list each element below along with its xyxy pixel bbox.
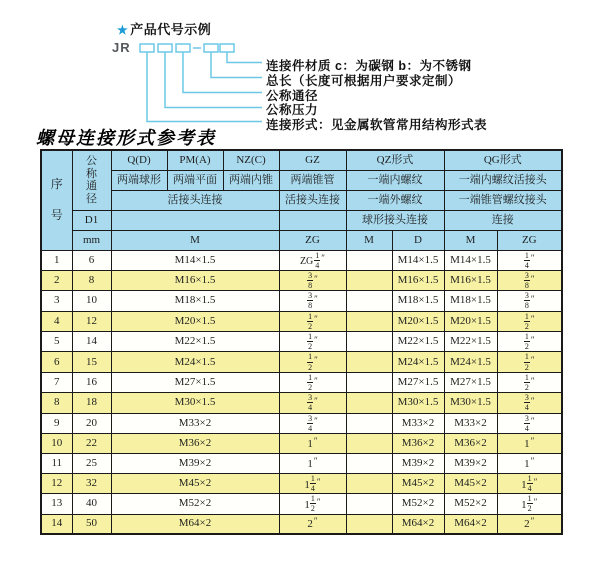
header-sub-d-qz: D — [392, 230, 444, 250]
cell-qz-d: M52×2 — [392, 494, 444, 514]
header-group-qz: QZ形式 — [346, 150, 444, 170]
label-diameter: 公称通径 — [266, 89, 319, 103]
cell-qg-m: M52×2 — [444, 494, 497, 514]
cell-qz-d: M45×2 — [392, 473, 444, 493]
header-ball-conn-qz: 球形接头连接 — [346, 210, 444, 230]
code-box-3 — [176, 44, 190, 52]
label-length: 总长（长度可根据用户要求定制） — [266, 74, 462, 88]
header-group-qd: Q(D) — [111, 150, 167, 170]
table-row — [41, 311, 562, 331]
cell-qg-m: M39×2 — [444, 453, 497, 473]
cell-qg-m: M14×1.5 — [444, 250, 497, 270]
header-conn-qg: 一端锥管螺纹接头 — [444, 190, 562, 210]
cell-no: 5 — [41, 332, 72, 352]
cell-no: 6 — [41, 352, 72, 372]
header-blank-gz — [279, 210, 346, 230]
table-body — [41, 250, 562, 534]
cell-dn: 20 — [72, 413, 111, 433]
cell-qz-m — [346, 250, 392, 270]
header-group-qg: QG形式 — [444, 150, 562, 170]
header-desc-qd: 两端球形 — [111, 170, 167, 190]
cell-qg-m: M20×1.5 — [444, 311, 497, 331]
label-connection: 连接形式：见金属软管常用结构形式表 — [266, 118, 488, 132]
cell-m: M64×2 — [111, 514, 279, 534]
cell-qz-d: M22×1.5 — [392, 332, 444, 352]
cell-qz-d: M30×1.5 — [392, 393, 444, 413]
cell-qz-d: M14×1.5 — [392, 250, 444, 270]
header-sub-zg-gz: ZG — [279, 230, 346, 250]
header-sub-m-qz: M — [346, 230, 392, 250]
cell-zg: $\frac{1}{2}$ ″ — [279, 332, 346, 352]
table-row — [41, 291, 562, 311]
cell-qg-zg: $\frac{1}{2}$ ″ — [497, 372, 562, 392]
cell-qg-zg: $\frac{1}{2}$ ″ — [497, 332, 562, 352]
cell-qg-zg: $\frac{3}{4}$ ″ — [497, 393, 562, 413]
cell-m: M39×2 — [111, 453, 279, 473]
header-no: 序号 — [41, 150, 72, 250]
header-group-pma: PM(A) — [167, 150, 223, 170]
cell-qz-d: M39×2 — [392, 453, 444, 473]
cell-qg-m: M27×1.5 — [444, 372, 497, 392]
cell-m: M45×2 — [111, 473, 279, 493]
cell-qz-d: M27×1.5 — [392, 372, 444, 392]
diagram-title — [117, 19, 211, 38]
lead-line-material — [227, 52, 262, 63]
cell-qg-zg: 1″ — [497, 433, 562, 453]
cell-m: M20×1.5 — [111, 311, 279, 331]
cell-qg-zg: $\frac{1}{2}$ ″ — [497, 352, 562, 372]
cell-zg: 1 $\frac{1}{2}$ ″ — [279, 494, 346, 514]
header-blank-left — [111, 210, 279, 230]
cell-m: M27×1.5 — [111, 372, 279, 392]
cell-qz-m — [346, 352, 392, 372]
label-pressure: 公称压力 — [266, 103, 319, 117]
cell-qz-m — [346, 311, 392, 331]
table-row — [41, 352, 562, 372]
cell-no: 8 — [41, 393, 72, 413]
cell-dn: 25 — [72, 453, 111, 473]
header-conn-gz: 活接头连接 — [279, 190, 346, 210]
cell-zg: $\frac{3}{4}$ ″ — [279, 413, 346, 433]
code-box-1 — [140, 44, 154, 52]
table-row — [41, 270, 562, 290]
star-icon: ★ — [117, 23, 129, 37]
table-head — [41, 150, 562, 250]
header-group-gz: GZ — [279, 150, 346, 170]
table-row — [41, 393, 562, 413]
cell-qz-d: M64×2 — [392, 514, 444, 534]
table-row — [41, 332, 562, 352]
cell-qg-m: M30×1.5 — [444, 393, 497, 413]
cell-m: M22×1.5 — [111, 332, 279, 352]
cell-m: M52×2 — [111, 494, 279, 514]
cell-qg-m: M24×1.5 — [444, 352, 497, 372]
cell-m: M24×1.5 — [111, 352, 279, 372]
cell-zg: $\frac{3}{8}$ ″ — [279, 291, 346, 311]
cell-m: M33×2 — [111, 413, 279, 433]
table-row — [41, 473, 562, 493]
cell-m: M30×1.5 — [111, 393, 279, 413]
header-conn-qz: 一端外螺纹 — [346, 190, 444, 210]
reference-table — [40, 149, 563, 535]
cell-m: M36×2 — [111, 433, 279, 453]
label-material: 连接件材质 c：为碳钢 b：为不锈钢 — [266, 59, 472, 73]
header-group-nzc: NZ(C) — [223, 150, 279, 170]
header-dn: 公称通径 — [72, 150, 111, 210]
cell-dn: 12 — [72, 311, 111, 331]
cell-qz-d: M16×1.5 — [392, 270, 444, 290]
cell-qg-zg: 2″ — [497, 514, 562, 534]
cell-zg: 2″ — [279, 514, 346, 534]
cell-qg-zg: $\frac{3}{8}$ ″ — [497, 270, 562, 290]
header-desc-qz: 一端内螺纹 — [346, 170, 444, 190]
cell-zg: $\frac{3}{8}$ ″ — [279, 270, 346, 290]
cell-zg: $\frac{1}{2}$ ″ — [279, 352, 346, 372]
table-row — [41, 372, 562, 392]
table-row — [41, 494, 562, 514]
cell-qz-m — [346, 270, 392, 290]
cell-no: 14 — [41, 514, 72, 534]
cell-qz-m — [346, 393, 392, 413]
cell-qg-zg: $\frac{3}{4}$ ″ — [497, 413, 562, 433]
lead-line-diameter — [183, 52, 262, 93]
header-sub-m-left: M — [111, 230, 279, 250]
code-box-4 — [204, 44, 218, 52]
header-desc-gz: 两端锥管 — [279, 170, 346, 190]
cell-dn: 10 — [72, 291, 111, 311]
code-box-5 — [220, 44, 234, 52]
cell-qg-zg: $\frac{3}{8}$ ″ — [497, 291, 562, 311]
header-desc-nzc: 两端内锥 — [223, 170, 279, 190]
cell-qg-zg: $\frac{1}{4}$ ″ — [497, 250, 562, 270]
cell-no: 2 — [41, 270, 72, 290]
cell-qz-m — [346, 372, 392, 392]
header-desc-pma: 两端平面 — [167, 170, 223, 190]
cell-qz-d: M18×1.5 — [392, 291, 444, 311]
cell-no: 13 — [41, 494, 72, 514]
header-conn-label-qg: 连接 — [444, 210, 562, 230]
cell-qg-m: M36×2 — [444, 433, 497, 453]
cell-qg-m: M45×2 — [444, 473, 497, 493]
cell-qg-zg: 1 $\frac{1}{2}$ ″ — [497, 494, 562, 514]
cell-no: 3 — [41, 291, 72, 311]
cell-m: M18×1.5 — [111, 291, 279, 311]
lead-line-length — [211, 52, 262, 78]
cell-zg: ZG $\frac{1}{4}$ ″ — [279, 250, 346, 270]
header-sub-m-qg: M — [444, 230, 497, 250]
cell-no: 10 — [41, 433, 72, 453]
cell-dn: 50 — [72, 514, 111, 534]
cell-qz-m — [346, 473, 392, 493]
cell-dn: 15 — [72, 352, 111, 372]
cell-m: M16×1.5 — [111, 270, 279, 290]
cell-qz-d: M24×1.5 — [392, 352, 444, 372]
header-unit: mm — [72, 230, 111, 250]
header-desc-qg: 一端内螺纹活接头 — [444, 170, 562, 190]
cell-zg: $\frac{3}{4}$ ″ — [279, 393, 346, 413]
table-row — [41, 514, 562, 534]
cell-no: 7 — [41, 372, 72, 392]
reference-table-wrap — [40, 149, 563, 535]
code-box-2 — [158, 44, 172, 52]
cell-dn: 22 — [72, 433, 111, 453]
cell-qz-m — [346, 291, 392, 311]
table-row — [41, 250, 562, 270]
cell-zg: 1″ — [279, 453, 346, 473]
cell-zg: 1 $\frac{1}{4}$ ″ — [279, 473, 346, 493]
cell-qg-m: M22×1.5 — [444, 332, 497, 352]
cell-qg-m: M64×2 — [444, 514, 497, 534]
diagram-title-text: 产品代号示例 — [130, 22, 212, 37]
cell-qg-m: M16×1.5 — [444, 270, 497, 290]
table-row — [41, 413, 562, 433]
cell-dn: 16 — [72, 372, 111, 392]
cell-dn: 18 — [72, 393, 111, 413]
cell-qg-zg: $\frac{1}{2}$ ″ — [497, 311, 562, 331]
cell-qz-m — [346, 494, 392, 514]
code-prefix: JR — [112, 40, 131, 55]
cell-zg: $\frac{1}{2}$ ″ — [279, 372, 346, 392]
table-row — [41, 453, 562, 473]
cell-qz-d: M33×2 — [392, 413, 444, 433]
cell-dn: 8 — [72, 270, 111, 290]
cell-qg-zg: 1″ — [497, 453, 562, 473]
lead-line-pressure — [165, 52, 262, 108]
cell-no: 1 — [41, 250, 72, 270]
cell-dn: 32 — [72, 473, 111, 493]
cell-zg: 1″ — [279, 433, 346, 453]
cell-no: 11 — [41, 453, 72, 473]
cell-m: M14×1.5 — [111, 250, 279, 270]
cell-qz-m — [346, 413, 392, 433]
table-row — [41, 433, 562, 453]
cell-qz-d: M36×2 — [392, 433, 444, 453]
table-title: 螺母连接形式参考表 — [36, 128, 216, 149]
cell-no: 4 — [41, 311, 72, 331]
cell-qz-m — [346, 433, 392, 453]
cell-qz-m — [346, 514, 392, 534]
cell-no: 9 — [41, 413, 72, 433]
header-conn-left: 活接头连接 — [111, 190, 279, 210]
cell-dn: 14 — [72, 332, 111, 352]
cell-dn: 6 — [72, 250, 111, 270]
cell-qg-m: M18×1.5 — [444, 291, 497, 311]
cell-dn: 40 — [72, 494, 111, 514]
cell-qg-zg: 1 $\frac{1}{4}$ ″ — [497, 473, 562, 493]
header-sub-zg-qg: ZG — [497, 230, 562, 250]
header-d1: D1 — [72, 210, 111, 230]
cell-no: 12 — [41, 473, 72, 493]
cell-zg: $\frac{1}{2}$ ″ — [279, 311, 346, 331]
cell-qz-m — [346, 332, 392, 352]
cell-qz-d: M20×1.5 — [392, 311, 444, 331]
cell-qg-m: M33×2 — [444, 413, 497, 433]
cell-qz-m — [346, 453, 392, 473]
